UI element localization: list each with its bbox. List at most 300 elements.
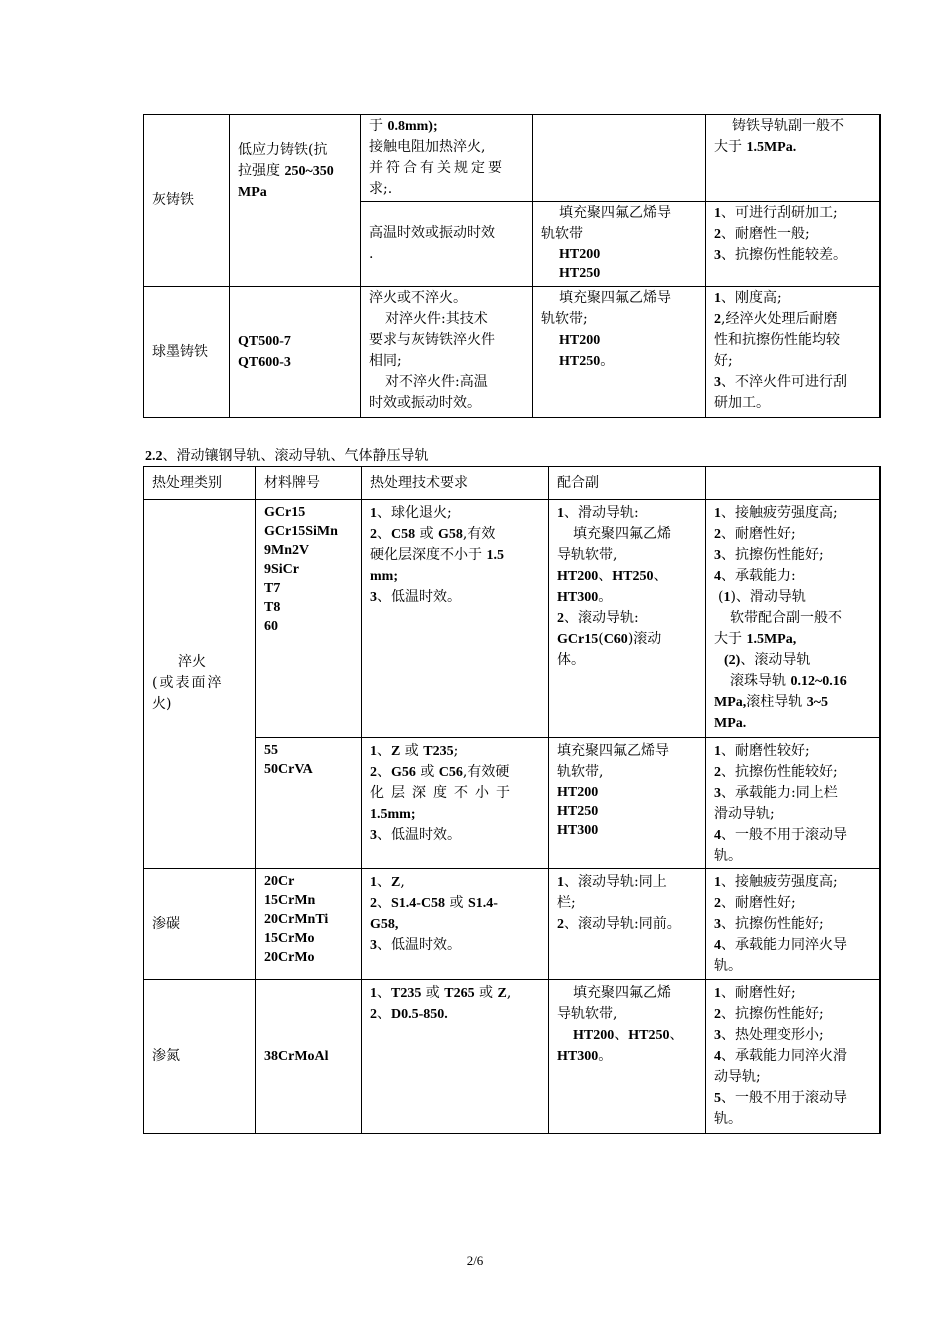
cell-text: 或 [415, 764, 439, 780]
cell-text: C60 [603, 632, 628, 647]
cell-text: 1 [714, 506, 721, 521]
properties-cell [706, 115, 880, 202]
cell-text: )、滑动导轨 [730, 589, 806, 605]
table-row [144, 980, 880, 1134]
header-heat-treatment: 热处理技术要求 [362, 467, 549, 500]
cell-text: HT300 [557, 590, 599, 605]
pairing-cell [533, 115, 706, 202]
pairing-cell [549, 980, 706, 1134]
cell-text: 或 [474, 985, 498, 1001]
cell-text: 、抗擦伤性能较好; [721, 764, 838, 780]
cell-text [714, 650, 873, 671]
cell-text: 渗碳 [152, 915, 180, 932]
cell-text: 2 [370, 765, 377, 780]
cell-text: (或表面淬 [152, 675, 224, 691]
cell-text: 要求与灰铸铁淬火件 [369, 332, 495, 348]
cell-text: HT250 [559, 266, 601, 281]
cell-text [714, 288, 873, 309]
cell-text: 、低温时效。 [377, 827, 461, 843]
cell-text: ,有效硬 [462, 764, 510, 780]
cell-text: 、滚动导轨 [740, 652, 811, 668]
cell-text: 、承载能力同淬火导 [721, 937, 847, 953]
cell-text: 填充聚四氟乙烯 [573, 985, 671, 1001]
cell-text: 2 [557, 611, 564, 626]
cell-text: 轨软带, [557, 764, 604, 780]
category-quench [144, 500, 256, 869]
table-row [144, 869, 880, 980]
cell-text: 2 [370, 896, 377, 911]
cell-text: 、耐磨性一般; [721, 226, 810, 242]
properties-cell [706, 202, 880, 287]
pairing-cell [549, 869, 706, 980]
cell-text: 、耐磨性好; [721, 526, 796, 542]
cell-text: 1.5MPa. [746, 140, 797, 155]
cell-text: 1 [714, 875, 721, 890]
cell-text: HT300 [557, 823, 599, 838]
cell-text: 5 [714, 1091, 721, 1106]
cell-text: 、滚动导轨: [564, 610, 639, 626]
cell-text: 、可进行刮研加工; [721, 205, 838, 221]
cell-text: 1 [370, 986, 377, 1001]
cell-text: 研加工。 [714, 395, 770, 411]
header-category: 热处理类别 [144, 467, 256, 500]
cell-text: HT200 [573, 1028, 615, 1043]
cell-text: MPa, [714, 695, 747, 710]
heat-treatment-cell [362, 869, 549, 980]
cell-text: 2 [714, 765, 721, 780]
cell-text [714, 872, 873, 893]
material-gray-cast-iron [230, 115, 361, 287]
cell-text: 1 [557, 875, 564, 890]
cell-text: GCr15 [264, 505, 306, 520]
cell-text: GCr15 [557, 632, 599, 647]
table-row [144, 115, 880, 202]
cell-text [370, 741, 542, 762]
cell-text: 、一般不用于滚动导 [721, 827, 847, 843]
cell-text: 。 [598, 1048, 613, 1064]
pairing-cell [549, 500, 706, 738]
cell-text: 1 [370, 744, 377, 759]
cell-text: C56 [438, 765, 463, 780]
cell-text: 0.12~0.16 [790, 674, 847, 689]
category-carburize [144, 869, 256, 980]
cell-text [714, 1025, 873, 1046]
cell-text: 对不淬火件:高温 [385, 374, 488, 390]
cell-text: 淬火或不淬火。 [369, 290, 467, 306]
cell-text: HT200 [559, 247, 601, 262]
header-properties [706, 467, 880, 500]
cell-text [714, 692, 873, 713]
cell-text: HT200 [559, 333, 601, 348]
category-gray-cast-iron [144, 115, 230, 287]
cell-text: 、低温时效。 [377, 937, 461, 953]
cell-text: 求;. [369, 181, 393, 197]
cell-text: 接触电阻加热淬火, [369, 139, 486, 155]
cell-text: 1.5 [486, 548, 504, 563]
cell-text: 3 [714, 548, 721, 563]
cell-text: 性和抗擦伤性能均较 [714, 332, 840, 348]
cell-text: 、一般不用于滚动导 [721, 1090, 847, 1106]
cell-text [238, 161, 354, 182]
header-material: 材料牌号 [256, 467, 362, 500]
cell-text: Z [391, 875, 401, 890]
cell-text: 大于 [714, 139, 747, 155]
cell-text: MPa [238, 185, 267, 200]
cell-text: 高温时效或振动时效 [369, 225, 495, 241]
cell-text: HT250 [612, 569, 654, 584]
cell-text: 、承载能力同淬火滑 [721, 1048, 847, 1064]
cell-text [714, 629, 873, 650]
cell-text: 、接触疲劳强度高; [721, 505, 838, 521]
table-steel-rolling-guides [143, 466, 881, 1134]
cell-text: 3 [714, 917, 721, 932]
cell-text: 、 [377, 985, 391, 1001]
cell-text: QT600-3 [238, 355, 291, 370]
cell-text: 、抗擦伤性能好; [721, 1006, 824, 1022]
cell-text: 250~350 [284, 164, 334, 179]
cell-text: 并符合有关规定要 [369, 160, 505, 176]
heat-treatment-cell [362, 738, 549, 869]
properties-cell [706, 980, 880, 1134]
pairing-cell [533, 202, 706, 287]
cell-text [370, 587, 542, 608]
cell-text: 2 [714, 312, 721, 327]
cell-text: 、 [377, 895, 391, 911]
cell-text: 、 [377, 1006, 391, 1022]
cell-text: 、滑动导轨: [564, 505, 639, 521]
cell-text: T8 [264, 600, 281, 615]
cell-text: 3 [714, 786, 721, 801]
cell-text: 、承载能力:同上栏 [721, 785, 838, 801]
cell-text: G56 [391, 765, 416, 780]
material-nitride [256, 980, 362, 1134]
cell-text: 体。 [557, 652, 585, 668]
cell-text: QT500-7 [238, 334, 291, 349]
cell-text: 软带配合副一般不 [730, 610, 842, 626]
cell-text: 填充聚四氟乙烯导 [559, 290, 671, 306]
cell-text: 、耐磨性较好; [721, 743, 810, 759]
cell-text: 或 [400, 743, 424, 759]
header-pairing: 配合副 [549, 467, 706, 500]
cell-text: 、 [669, 1027, 684, 1043]
cell-text: 化层深度不小于 [370, 785, 517, 801]
cell-text: 3 [714, 1028, 721, 1043]
cell-text [714, 309, 873, 330]
cell-text: T235 [423, 744, 454, 759]
cell-text: 50CrVA [264, 762, 313, 777]
cell-text: 4 [714, 569, 721, 584]
pairing-cell [533, 287, 706, 418]
cell-text: , [400, 874, 405, 890]
cell-text [370, 983, 542, 1004]
cell-text: 、球化退火; [377, 505, 452, 521]
cell-text: ; [453, 743, 459, 759]
cell-text: 好; [714, 353, 733, 369]
cell-text: 、 [377, 764, 391, 780]
cell-text: ( [718, 589, 724, 605]
cell-text: 1 [714, 744, 721, 759]
cell-text: C58 [391, 527, 416, 542]
heat-treatment-cell [361, 202, 533, 287]
cell-text: HT200 [557, 569, 599, 584]
table-row [144, 500, 880, 738]
cell-text: 2 [714, 896, 721, 911]
cell-text [370, 935, 542, 956]
cell-text: 3 [370, 590, 377, 605]
cell-text: 轨。 [714, 848, 742, 864]
cell-text: 15CrMn [264, 893, 316, 908]
cell-text: G58 [438, 527, 463, 542]
cell-text [714, 203, 873, 224]
materials-cell [256, 869, 362, 980]
cell-text [714, 503, 873, 524]
cell-text [557, 629, 699, 650]
cell-text: 4 [714, 828, 721, 843]
cell-text [557, 608, 699, 629]
cell-text [714, 935, 873, 956]
cell-text: 、抗擦伤性能好; [721, 916, 824, 932]
cell-text: 硬化层深度不小于 [370, 547, 487, 563]
cell-text: 时效或振动时效。 [369, 395, 481, 411]
cell-text: 4 [714, 1049, 721, 1064]
pairing-cell [549, 738, 706, 869]
cell-text: 、抗擦伤性能较差。 [721, 247, 847, 263]
cell-text: 填充聚四氟乙烯 [573, 526, 671, 542]
cell-text: 、不淬火件可进行刮 [721, 374, 847, 390]
cell-text [557, 1025, 699, 1046]
cell-text [559, 351, 699, 372]
category-ductile-iron [144, 287, 230, 418]
cell-text: 填充聚四氟乙烯导 [557, 743, 669, 759]
cell-text: 1 [714, 291, 721, 306]
section-number: 2.2 [145, 449, 163, 464]
materials-cell [256, 500, 362, 738]
cell-text: 灰铸铁 [152, 192, 194, 208]
cell-text: 2 [714, 527, 721, 542]
cell-text: 、滚动导轨:同上 [564, 874, 667, 890]
cell-text [714, 671, 873, 692]
cell-text: 、耐磨性好; [721, 895, 796, 911]
section-text: 、滑动镶钢导轨、滚动导轨、气体静压导轨 [162, 448, 429, 464]
cell-text [557, 914, 699, 935]
cell-text: G58, [370, 917, 399, 932]
section-title [145, 446, 429, 467]
properties-cell [706, 869, 880, 980]
cell-text: 20Cr [264, 874, 295, 889]
cell-text [714, 983, 873, 1004]
cell-text: Z [497, 986, 507, 1001]
heat-treatment-cell [362, 500, 549, 738]
cell-text [557, 1046, 699, 1067]
cell-text: 4 [714, 938, 721, 953]
category-nitride [144, 980, 256, 1134]
cell-text: 、接触疲劳强度高; [721, 874, 838, 890]
cell-text: HT250 [628, 1028, 670, 1043]
cell-text: 2 [370, 1007, 377, 1022]
cell-text: 滚珠导轨 [730, 673, 791, 689]
cell-text [714, 587, 873, 608]
cell-text: 、滚动导轨:同前。 [564, 916, 681, 932]
table-gray-ductile-iron [143, 114, 881, 418]
cell-text: 相同; [369, 353, 402, 369]
cell-text [370, 825, 542, 846]
cell-text: 。 [600, 353, 615, 369]
cell-text: 1 [714, 986, 721, 1001]
cell-text: )滚动 [627, 631, 662, 647]
cell-text: 1.5mm; [370, 807, 416, 822]
cell-text: 38CrMoAl [264, 1049, 329, 1064]
cell-text: 2 [557, 917, 564, 932]
cell-text: 20CrMnTi [264, 912, 329, 927]
cell-text [714, 1004, 873, 1025]
cell-text: 、耐磨性好; [721, 985, 796, 1001]
cell-text: HT300 [557, 1049, 599, 1064]
cell-text: 渗氮 [152, 1048, 180, 1064]
cell-text: 9SiCr [264, 562, 299, 577]
cell-text: (2) [724, 653, 741, 668]
cell-text: 1 [723, 590, 731, 605]
cell-text: HT250 [557, 804, 599, 819]
heat-treatment-cell [361, 115, 533, 202]
cell-text: 填充聚四氟乙烯导 [559, 205, 671, 221]
cell-text [714, 825, 873, 846]
cell-text: 或 [445, 895, 468, 911]
cell-text: 、 [614, 1027, 629, 1043]
cell-text [370, 872, 542, 893]
cell-text: 、 [377, 743, 391, 759]
cell-text [714, 524, 873, 545]
cell-text: D0.5-850. [391, 1007, 448, 1022]
cell-text: 1 [557, 506, 564, 521]
cell-text: MPa. [714, 716, 747, 731]
cell-text [370, 524, 542, 545]
cell-text: 对淬火件:其技术 [385, 311, 488, 327]
cell-text: 大于 [714, 631, 747, 647]
cell-text: 3 [370, 938, 377, 953]
cell-text: 。 [598, 589, 613, 605]
cell-text: 20CrMo [264, 950, 315, 965]
cell-text [370, 893, 542, 914]
properties-cell [706, 287, 880, 418]
cell-text [714, 224, 873, 245]
cell-text: 、 [653, 568, 668, 584]
cell-text: T265 [444, 986, 475, 1001]
table-row [144, 287, 880, 418]
cell-text: 2 [714, 227, 721, 242]
cell-text: 、热处理变形小; [721, 1027, 824, 1043]
cell-text [557, 503, 699, 524]
cell-text: ( [598, 631, 604, 647]
cell-text: 、刚度高; [721, 290, 782, 306]
cell-text: 导轨软带, [557, 547, 618, 563]
cell-text: ,经淬火处理后耐磨 [721, 311, 838, 327]
cell-text: T235 [391, 986, 422, 1001]
cell-text: 、抗擦伤性能好; [721, 547, 824, 563]
cell-text: GCr15SiMn [264, 524, 338, 539]
cell-text [714, 1088, 873, 1109]
cell-text: 动导轨; [714, 1069, 761, 1085]
cell-text: 3 [370, 828, 377, 843]
cell-text: mm; [370, 569, 398, 584]
cell-text: 1 [714, 206, 721, 221]
cell-text: 、 [598, 568, 613, 584]
cell-text: 淬火 [178, 654, 206, 670]
cell-text: 3~5 [806, 695, 828, 710]
cell-text: 铸铁导轨副一般不 [732, 118, 844, 134]
cell-text: 低应力铸铁(抗 [238, 142, 328, 158]
cell-text: HT200 [557, 785, 599, 800]
page-number: 2/6 [466, 1253, 484, 1268]
cell-text: 栏; [557, 895, 576, 911]
properties-cell [706, 500, 880, 738]
cell-text [714, 914, 873, 935]
cell-text: 轨。 [714, 1111, 742, 1127]
materials-cell [256, 738, 362, 869]
cell-text: , [506, 985, 512, 1001]
cell-text: 、 [377, 874, 391, 890]
cell-text: 1 [370, 506, 377, 521]
cell-text [714, 741, 873, 762]
cell-text: 55 [264, 743, 278, 758]
cell-text: ,有效 [462, 526, 496, 542]
cell-text [714, 545, 873, 566]
cell-text [714, 783, 873, 804]
cell-text: 、 [377, 526, 391, 542]
properties-cell [706, 738, 880, 869]
cell-text: 轨。 [714, 958, 742, 974]
cell-text: T7 [264, 581, 281, 596]
cell-text [370, 762, 542, 783]
cell-text: HT250 [559, 354, 601, 369]
cell-text: S1.4-C58 [391, 896, 446, 911]
cell-text [714, 893, 873, 914]
cell-text: 滚柱导轨 [746, 694, 807, 710]
cell-text: 导轨软带, [557, 1006, 618, 1022]
cell-text: 3 [714, 375, 721, 390]
cell-text [370, 503, 542, 524]
cell-text: 、低温时效。 [377, 589, 461, 605]
cell-text: 拉强度 [238, 163, 285, 179]
cell-text: . [369, 246, 374, 262]
cell-text [557, 872, 699, 893]
cell-text [369, 116, 526, 137]
heat-treatment-cell [361, 287, 533, 418]
cell-text [557, 587, 699, 608]
cell-text [714, 1046, 873, 1067]
cell-text: 球墨铸铁 [152, 343, 208, 360]
cell-text: S1.4- [467, 896, 498, 911]
cell-text: 轨软带 [541, 226, 583, 242]
cell-text: 9Mn2V [264, 543, 310, 558]
cell-text: 2 [370, 527, 377, 542]
cell-text [714, 372, 873, 393]
cell-text: 60 [264, 619, 278, 634]
cell-text: 3 [714, 248, 721, 263]
cell-text [714, 137, 873, 158]
cell-text: 火) [152, 696, 172, 712]
cell-text: 轨软带; [541, 311, 588, 327]
cell-text: 2 [714, 1007, 721, 1022]
cell-text: 1 [370, 875, 377, 890]
cell-text [714, 762, 873, 783]
table-header-row [144, 467, 880, 500]
cell-text: 或 [421, 985, 445, 1001]
cell-text: 0.8mm); [387, 119, 438, 134]
cell-text: Z [391, 744, 401, 759]
heat-treatment-cell [362, 980, 549, 1134]
cell-text [370, 1004, 542, 1025]
cell-text: 滑动导轨; [714, 806, 775, 822]
